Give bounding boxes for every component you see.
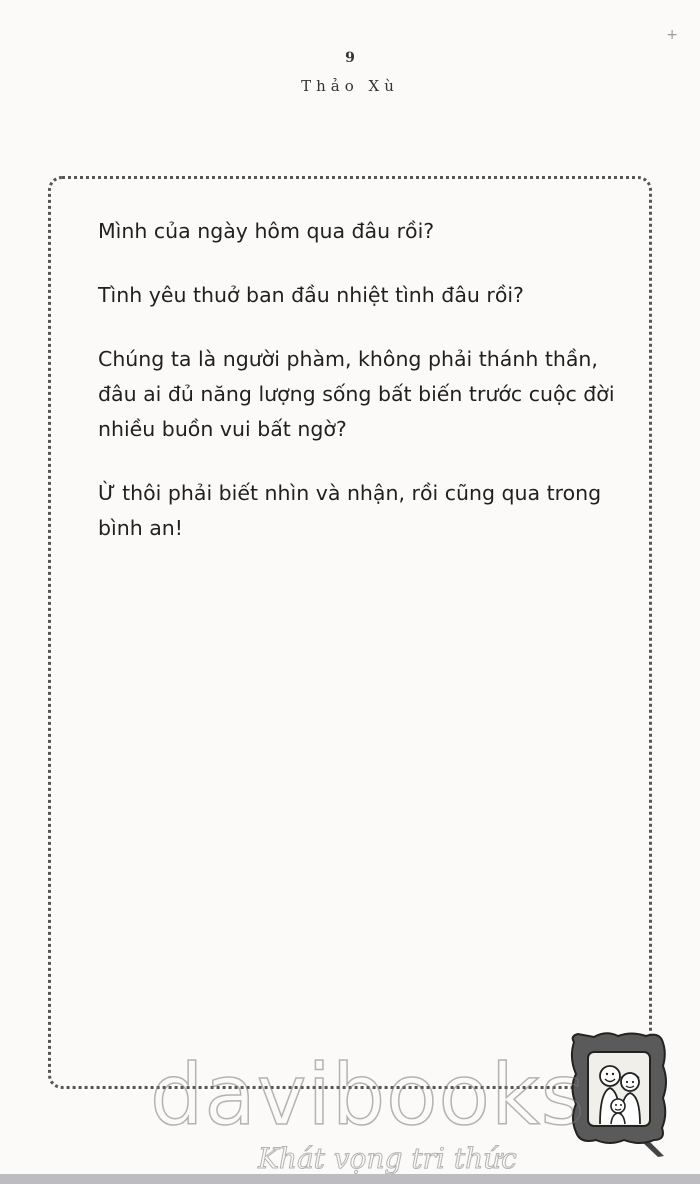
paragraph-3: Chúng ta là người phàm, không phải thánh thần, đâu ai đủ năng lượng sống bất biến trước cuộc đời nhiều buồn vui bất ngờ? (98, 347, 615, 441)
registration-mark: + (666, 27, 678, 43)
body-text (98, 214, 618, 575)
family-photo-frame-icon (566, 1028, 674, 1158)
page-number: 9 (345, 50, 355, 66)
watermark-slogan: Khát vọng tri thức (258, 1142, 517, 1175)
paragraph-4: Ừ thôi phải biết nhìn và nhận, rồi cũng qua trong bình an! (98, 481, 602, 540)
watermark-brand: davibooks (150, 1046, 586, 1144)
paragraph-1: Mình của ngày hôm qua đâu rồi? (98, 219, 435, 243)
paragraph-2: Tình yêu thuở ban đầu nhiệt tình đâu rồi? (98, 283, 524, 307)
running-head-author: Thảo Xù (301, 77, 399, 95)
bottom-edge-bar (0, 1174, 700, 1184)
